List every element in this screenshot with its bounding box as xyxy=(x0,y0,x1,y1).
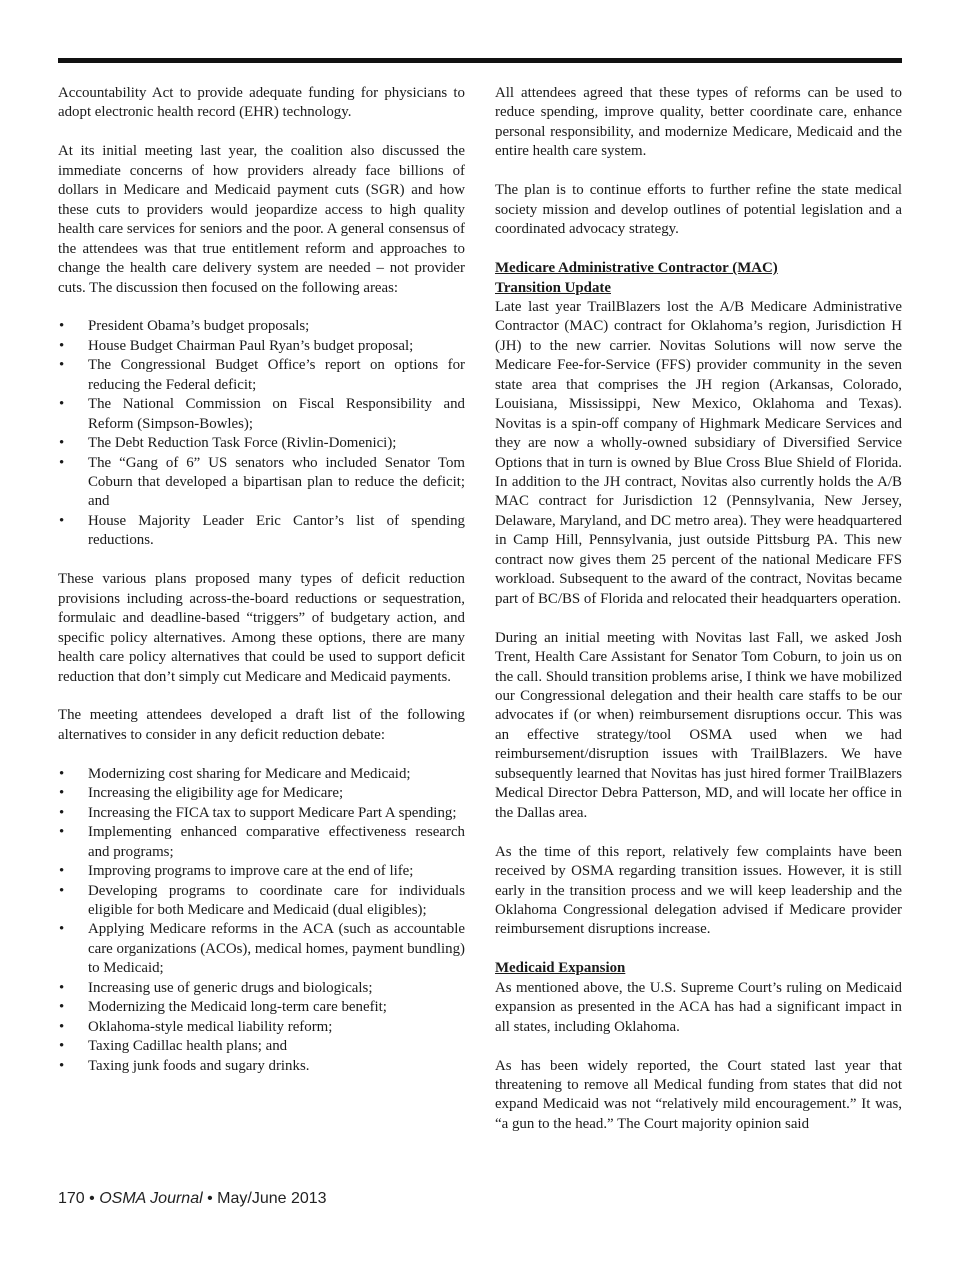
list-item: • Increasing the eligibility age for Medicare; xyxy=(58,784,465,803)
paragraph: The meeting attendees developed a draft list of the following alternatives to consider in any deficit reduction debate: xyxy=(58,707,465,743)
header-rule xyxy=(58,58,902,63)
list-item: • Modernizing cost sharing for Medicare and Medicaid; xyxy=(58,765,465,784)
left-column xyxy=(58,84,465,1095)
page-number: 170 xyxy=(58,1190,85,1207)
list-item: • Developing programs to coordinate care for individuals eligible for both Medicare and Medicaid (dual eligibles); xyxy=(58,882,465,921)
list-item: • Taxing Cadillac health plans; and xyxy=(58,1037,465,1056)
list-item: • House Majority Leader Eric Cantor’s list of spending reductions. xyxy=(58,512,465,551)
list-item: • Oklahoma-style medical liability reform; xyxy=(58,1018,465,1037)
footer-separator: • xyxy=(202,1190,218,1207)
section-heading-mac xyxy=(495,259,902,298)
bullet-list-plans xyxy=(58,317,465,550)
bullet-list-alternatives xyxy=(58,765,465,1076)
paragraph: All attendees agreed that these types of reforms can be used to reduce spending, improve quality, better coordinate care, enhance personal responsibility, and modernize Medicare, Medicaid and the entire health care system. xyxy=(495,85,902,160)
journal-title: OSMA Journal xyxy=(99,1190,203,1207)
paragraph: Late last year TrailBlazers lost the A/B Medicare Administrative Contractor (MAC) contract for Oklahoma’s region, Jurisdiction H (JH) to the new carrier. Novitas Solutions will now serve the Medicare Fee-for-Service (FFS) provider community in the seven state area that comprises the JH region (Arkansas, Colorado, Louisiana, Mississippi, New Mexico, Oklahoma and Texas). Novitas is a spin-off company of Highmark Medicare Services and they are now a wholly-owned subsidiary of Diversified Service Options that in turn is owned by Blue Cross Blue Shield of Florida. In addition to the JH contract, Novitas also currently holds the A/B MAC contract for Jurisdiction 12 (Pennsylvania, New Jersey, Delaware, Maryland, and DC metro area). They were headquartered in Camp Hill, Pennsylvania, just outside Pittsburg PA. This new contract now gives them 25 percent of the national Medicare FFS workload. Subsequent to the award of the contract, Novitas became part of BC/BS of Florida and relocated their headquarters operation. xyxy=(495,298,902,607)
list-item: • Taxing junk foods and sugary drinks. xyxy=(58,1057,465,1076)
list-item: • House Budget Chairman Paul Ryan’s budget proposal; xyxy=(58,337,465,356)
paragraph: As the time of this report, relatively few complaints have been received by OSMA regarding transition issues. However, it is still early in the transition process and we will keep leadership and the Oklahoma Congressional delegation advised if Medicare provider reimbursement disruptions increase. xyxy=(495,843,902,938)
paragraph: As mentioned above, the U.S. Supreme Court’s ruling on Medicaid expansion as presented in the ACA has had a significant impact in all states, including Oklahoma. xyxy=(495,979,902,1035)
paragraph: Accountability Act to provide adequate funding for physicians to adopt electronic health record (EHR) technology. xyxy=(58,85,465,121)
list-item: • President Obama’s budget proposals; xyxy=(58,317,465,336)
heading-line: Medicare Administrative Contractor (MAC) xyxy=(495,260,778,277)
list-item: • The Congressional Budget Office’s report on options for reducing the Federal deficit; xyxy=(58,356,465,395)
paragraph: As has been widely reported, the Court stated last year that threatening to remove all Medical funding from states that did not expand Medicaid was not “relatively mild encouragement.” It was, “a gun to the head.” The Court majority opinion said xyxy=(495,1057,902,1132)
heading-line: Transition Update xyxy=(495,279,611,296)
list-item: • The Debt Reduction Task Force (Rivlin-Domenici); xyxy=(58,434,465,453)
right-column xyxy=(495,84,902,1134)
paragraph: These various plans proposed many types of deficit reduction provisions including across-the-board reductions or sequestration, formulaic and deadline-based “triggers” of budgetary action, and specific policy alternatives. Among these options, there are many health care policy alternatives that could be used to support deficit reduction that don’t simply cut Medicare and Medicaid payments. xyxy=(58,571,465,685)
list-item: • The “Gang of 6” US senators who included Senator Tom Coburn that developed a bipartisan plan to reduce the deficit; and xyxy=(58,454,465,512)
footer-separator: • xyxy=(84,1190,100,1207)
paragraph: During an initial meeting with Novitas last Fall, we asked Josh Trent, Health Care Assistant for Senator Tom Coburn, to join us on the call. Should transition problems arise, I think we have mobilized our Congressional delegation and their health care staffs to be our advocates if (or when) reimbursement disruptions occur. This was an effective strategy/tool OSMA used when we had reimbursement/disruption issues with TrailBlazers. We have subsequently learned that Novitas has just hired former TrailBlazers Medical Director Debra Patterson, MD, and will locate her office in the Dallas area. xyxy=(495,629,902,821)
paragraph: The plan is to continue efforts to further refine the state medical society mission and develop outlines of potential legislation and a coordinated advocacy strategy. xyxy=(495,182,902,238)
list-item: • Applying Medicare reforms in the ACA (such as accountable care organizations (ACOs), medical homes, payment bundling) to Medicaid; xyxy=(58,920,465,978)
list-item: • Implementing enhanced comparative effectiveness research and programs; xyxy=(58,823,465,862)
list-item: • The National Commission on Fiscal Responsibility and Reform (Simpson-Bowles); xyxy=(58,395,465,434)
list-item: • Improving programs to improve care at the end of life; xyxy=(58,862,465,881)
list-item: • Increasing use of generic drugs and biologicals; xyxy=(58,979,465,998)
list-item: • Increasing the FICA tax to support Medicare Part A spending; xyxy=(58,804,465,823)
list-item: • Modernizing the Medicaid long-term care benefit; xyxy=(58,998,465,1017)
issue-date: May/June 2013 xyxy=(217,1190,327,1207)
paragraph: At its initial meeting last year, the coalition also discussed the immediate concerns of how providers already face billions of dollars in Medicare and Medicaid payment cuts (SGR) and how these cuts to providers would jeopardize access to high quality health care services for seniors and the poor. A general consensus of the attendees was that true entitlement reform and approaches to change the health care delivery system are needed – not provider cuts. The discussion then focused on the following areas: xyxy=(58,143,465,296)
section-heading-medicaid: Medicaid Expansion xyxy=(495,960,626,977)
page-footer xyxy=(58,1190,327,1208)
